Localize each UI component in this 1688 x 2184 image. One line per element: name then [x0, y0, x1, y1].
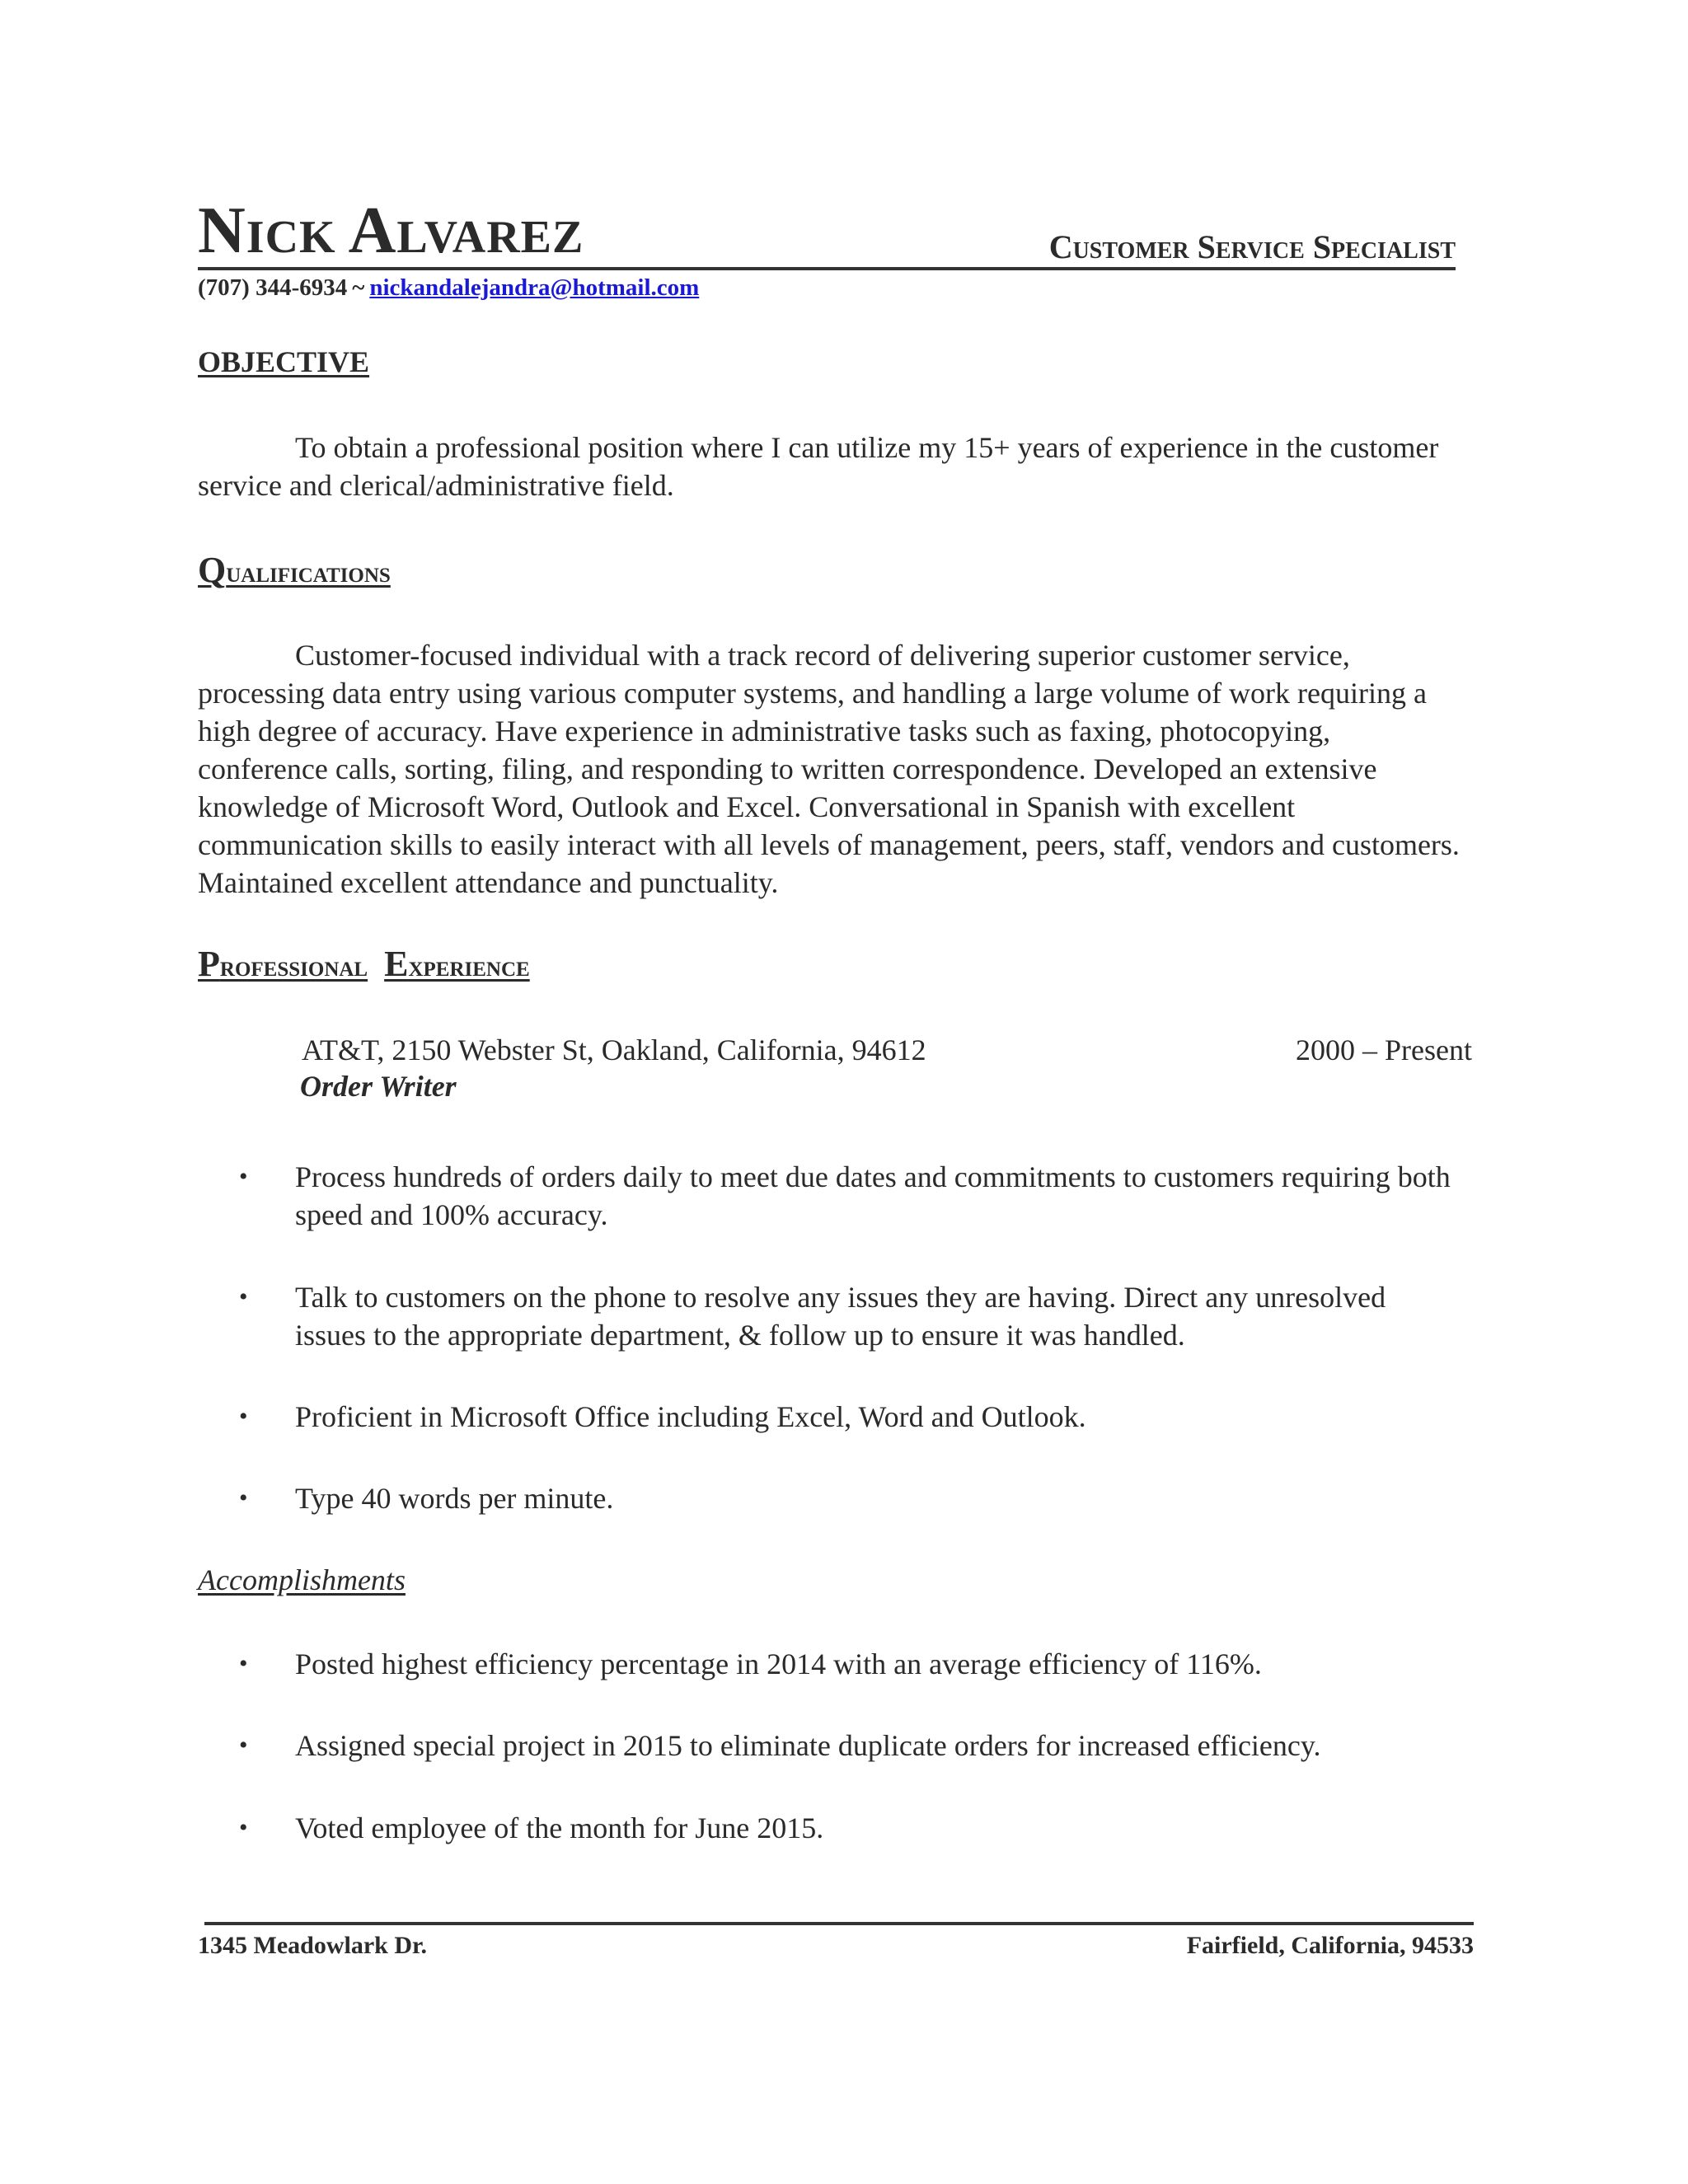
qualifications-text: Customer-focused individual with a track record of delivering superior customer service, processing data entry using various computer systems, and handling a large volume of work requiring a high degree of accuracy. Have experience in administrative tasks such as faxing, photocopying, conference calls, sorting, filing, and responding to written correspondence. Developed an extensive knowledge of Microsoft Word, Outlook and Excel. Conversational in Spanish with excellent communication skills to easily interact with all levels of management, peers, staff, vendors and customers. Maintained excellent attendance and punctuality.: [198, 639, 1460, 899]
duty-text: Talk to customers on the phone to resolve any issues they are having. Direct any unresolved issues to the appropriate department, & follow up to ensure it was handled.: [295, 1281, 1386, 1352]
email-link[interactable]: nickandalejandra@hotmail.com: [369, 274, 700, 301]
objective-heading: OBJECTIVE: [198, 345, 370, 378]
footer-divider: [204, 1922, 1474, 1925]
accomplishments-heading: Accomplishments: [198, 1563, 406, 1596]
qualifications-heading: [198, 549, 391, 591]
duty-text: Process hundreds of orders daily to meet due dates and commitments to customers requiring both speed and 100% accuracy.: [295, 1160, 1451, 1231]
qualifications-heading-initial: Q: [198, 550, 227, 590]
contact-line: [198, 274, 699, 302]
employment-dates: 2000 – Present: [1296, 1033, 1472, 1066]
candidate-name: [198, 194, 584, 267]
footer-city-state-zip: Fairfield, California, 94533: [1186, 1932, 1474, 1959]
duty-item: [239, 1278, 1451, 1354]
bullet-icon: •: [239, 1403, 248, 1430]
bullet-icon: •: [239, 1163, 248, 1190]
experience-heading-word1-initial: P: [198, 944, 220, 984]
bullet-icon: •: [239, 1484, 248, 1511]
accomplishment-text: Posted highest efficiency percentage in 2014 with an average efficiency of 116%.: [295, 1647, 1262, 1680]
accomplishment-item: [239, 1809, 1451, 1847]
bullet-icon: •: [239, 1732, 248, 1759]
bullet-icon: •: [239, 1650, 248, 1677]
contact-separator: ~: [352, 274, 365, 301]
name-first-rest: ICK: [246, 212, 336, 263]
experience-heading: [198, 943, 530, 985]
job-role: Order Writer: [300, 1070, 457, 1103]
accomplishment-item: [239, 1645, 1451, 1683]
resume-header: [198, 194, 1456, 270]
employer-address: AT&T, 2150 Webster St, Oakland, California, 94612: [302, 1033, 926, 1066]
duty-text: Type 40 words per minute.: [295, 1482, 614, 1515]
phone-number: (707) 344-6934: [198, 274, 348, 301]
accomplishment-text: Voted employee of the month for June 2015.: [295, 1811, 824, 1844]
name-last-initial: A: [348, 194, 397, 267]
bullet-icon: •: [239, 1814, 248, 1841]
qualifications-heading-rest: ualifications: [226, 555, 391, 588]
bullet-icon: •: [239, 1283, 248, 1310]
experience-heading-word1-rest: rofessional: [219, 949, 368, 982]
objective-text: To obtain a professional position where I can utilize my 15+ years of experience in the customer service and clerical/administrative field.: [198, 431, 1439, 502]
accomplishment-item: [239, 1727, 1451, 1765]
duty-item: [239, 1158, 1451, 1234]
accomplishment-text: Assigned special project in 2015 to eliminate duplicate orders for increased efficiency.: [295, 1729, 1321, 1762]
footer-street: 1345 Meadowlark Dr.: [198, 1932, 428, 1959]
experience-heading-word2-rest: xperience: [408, 949, 530, 982]
duty-item: [239, 1398, 1451, 1436]
name-first-initial: N: [198, 194, 246, 267]
experience-heading-word2-initial: E: [384, 944, 409, 984]
duty-item: [239, 1479, 1451, 1517]
job-title: Customer Service Specialist: [1048, 228, 1456, 265]
name-last-rest: LVAREZ: [396, 212, 584, 263]
duty-text: Proficient in Microsoft Office including Excel, Word and Outlook.: [295, 1400, 1086, 1433]
